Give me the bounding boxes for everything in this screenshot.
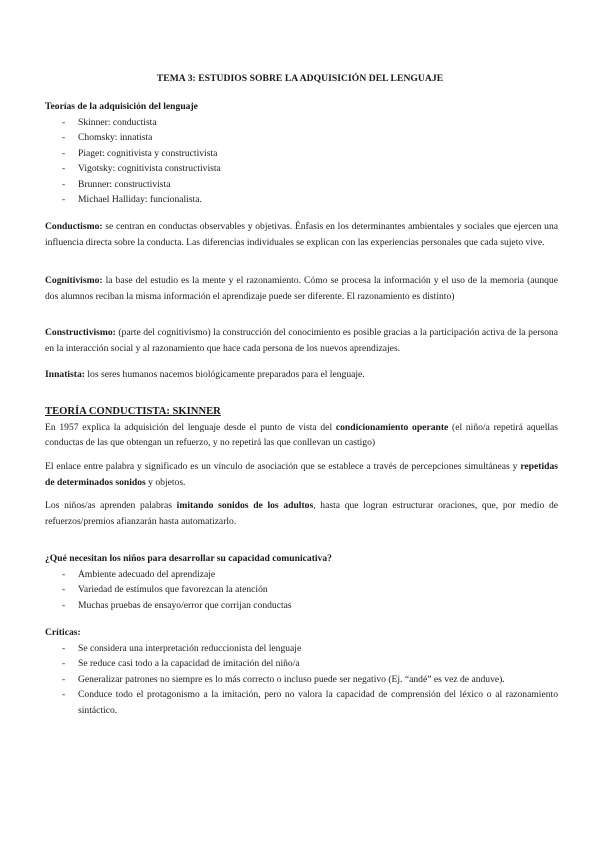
theories-section bbox=[45, 99, 558, 208]
list-item: - Vigotsky: cognitivista constructivista bbox=[45, 161, 558, 177]
needs-section bbox=[45, 551, 558, 613]
theories-heading: Teorías de la adquisición del lenguaje bbox=[45, 101, 198, 112]
list-item: - Brunner: constructivista bbox=[45, 177, 558, 193]
skinner-paragraph-3 bbox=[45, 498, 558, 529]
conductismo-term: Conductismo: bbox=[45, 221, 103, 232]
skinner-paragraph-1 bbox=[45, 420, 558, 451]
text-run-bold: condicionamiento operante bbox=[335, 421, 449, 433]
text-run-bold: imitando sonidos de los adultos bbox=[176, 500, 314, 511]
constructivismo-text: (parte del cognitivismo) la construcción del conocimiento es posible gracias a la participación activa de la persona en la interacción social y al razonamiento que hace cada persona de los nuevos aprendizajes. bbox=[45, 327, 558, 354]
list-item: - Conduce todo el protagonismo a la imitación, pero no valora la capacidad de comprensión del léxico o al razonamiento sintáctico. bbox=[45, 687, 558, 718]
list-item: - Piaget: cognitivista y constructivista bbox=[45, 146, 558, 162]
list-item: - Ambiente adecuado del aprendizaje bbox=[45, 567, 558, 583]
innatista-term: Innatista: bbox=[45, 369, 85, 380]
list-item: - Variedad de estímulos que favorezcan la atención bbox=[45, 582, 558, 598]
theories-list bbox=[45, 115, 558, 208]
text-run-bold: repetidas de determinados sonidos bbox=[45, 461, 558, 488]
conductismo-text: se centran en conductas observables y objetivas. Énfasis en los determinantes ambientales y sociales que ejercen una influencia directa sobre la conducta. Las diferencias individuales se explican con las experiencias personales que cada sujeto vive. bbox=[45, 221, 558, 248]
text-run: , hasta que logran estructurar oraciones, que, por medio de refuerzos/premios afianzarán hasta automatizarlo. bbox=[45, 500, 558, 527]
criticas-list bbox=[45, 641, 558, 719]
list-item: - Se reduce casi todo a la capacidad de imitación del niño/a bbox=[45, 656, 558, 672]
constructivismo-paragraph bbox=[45, 325, 558, 356]
criticas-heading: Críticas: bbox=[45, 627, 81, 638]
text-run: (el niño/a repetirá aquellas conductas de las que obtengan un refuerzo, y no repetirá las que conllevan un castigo) bbox=[45, 421, 559, 448]
text-run: y objetos. bbox=[145, 476, 186, 488]
cognitivismo-text: la base del estudio es la mente y el razonamiento. Cómo se procesa la información y el uso de la memoria (aunque dos alumnos reciban la misma información el aprendizaje puede ser diferente. El razonamiento es distinto) bbox=[45, 275, 558, 302]
needs-heading: ¿Qué necesitan los niños para desarrollar su capacidad comunicativa? bbox=[45, 553, 332, 564]
criticas-section bbox=[45, 625, 558, 718]
cognitivismo-paragraph bbox=[45, 273, 558, 304]
constructivismo-term: Constructivismo: bbox=[45, 327, 116, 338]
list-item: - Se considera una interpretación reduccionista del lenguaje bbox=[45, 641, 558, 657]
innatista-paragraph bbox=[45, 367, 558, 383]
skinner-paragraph-2 bbox=[45, 459, 558, 490]
conductismo-paragraph bbox=[45, 219, 558, 250]
text-run: En 1957 explica la adquisición del lenguaje desde el punto de vista del bbox=[45, 421, 336, 433]
list-item: - Muchas pruebas de ensayo/error que corrijan conductas bbox=[45, 598, 558, 614]
cognitivismo-term: Cognitivismo: bbox=[45, 275, 103, 286]
skinner-heading: TEORÍA CONDUCTISTA: SKINNER bbox=[45, 406, 221, 417]
list-item: - Chomsky: innatista bbox=[45, 130, 558, 146]
list-item: - Generalizar patrones no siempre es lo más correcto o incluso puede ser negativo (Ej. “andé” es vez de anduve). bbox=[45, 672, 558, 688]
innatista-text: los seres humanos nacemos biológicamente preparados para el lenguaje. bbox=[84, 369, 365, 380]
list-item: - Skinner: conductista bbox=[45, 115, 558, 131]
text-run: El enlace entre palabra y significado es un vínculo de asociación que se establece a través de percepciones simultáneas y bbox=[45, 461, 521, 472]
list-item: - Michael Halliday: funcionalista. bbox=[45, 192, 558, 208]
page-title: TEMA 3: ESTUDIOS SOBRE LA ADQUISICIÓN DEL LENGUAJE bbox=[156, 73, 444, 84]
needs-list bbox=[45, 567, 558, 614]
skinner-section bbox=[45, 404, 558, 451]
text-run: Los niños/as aprenden palabras bbox=[45, 500, 177, 511]
